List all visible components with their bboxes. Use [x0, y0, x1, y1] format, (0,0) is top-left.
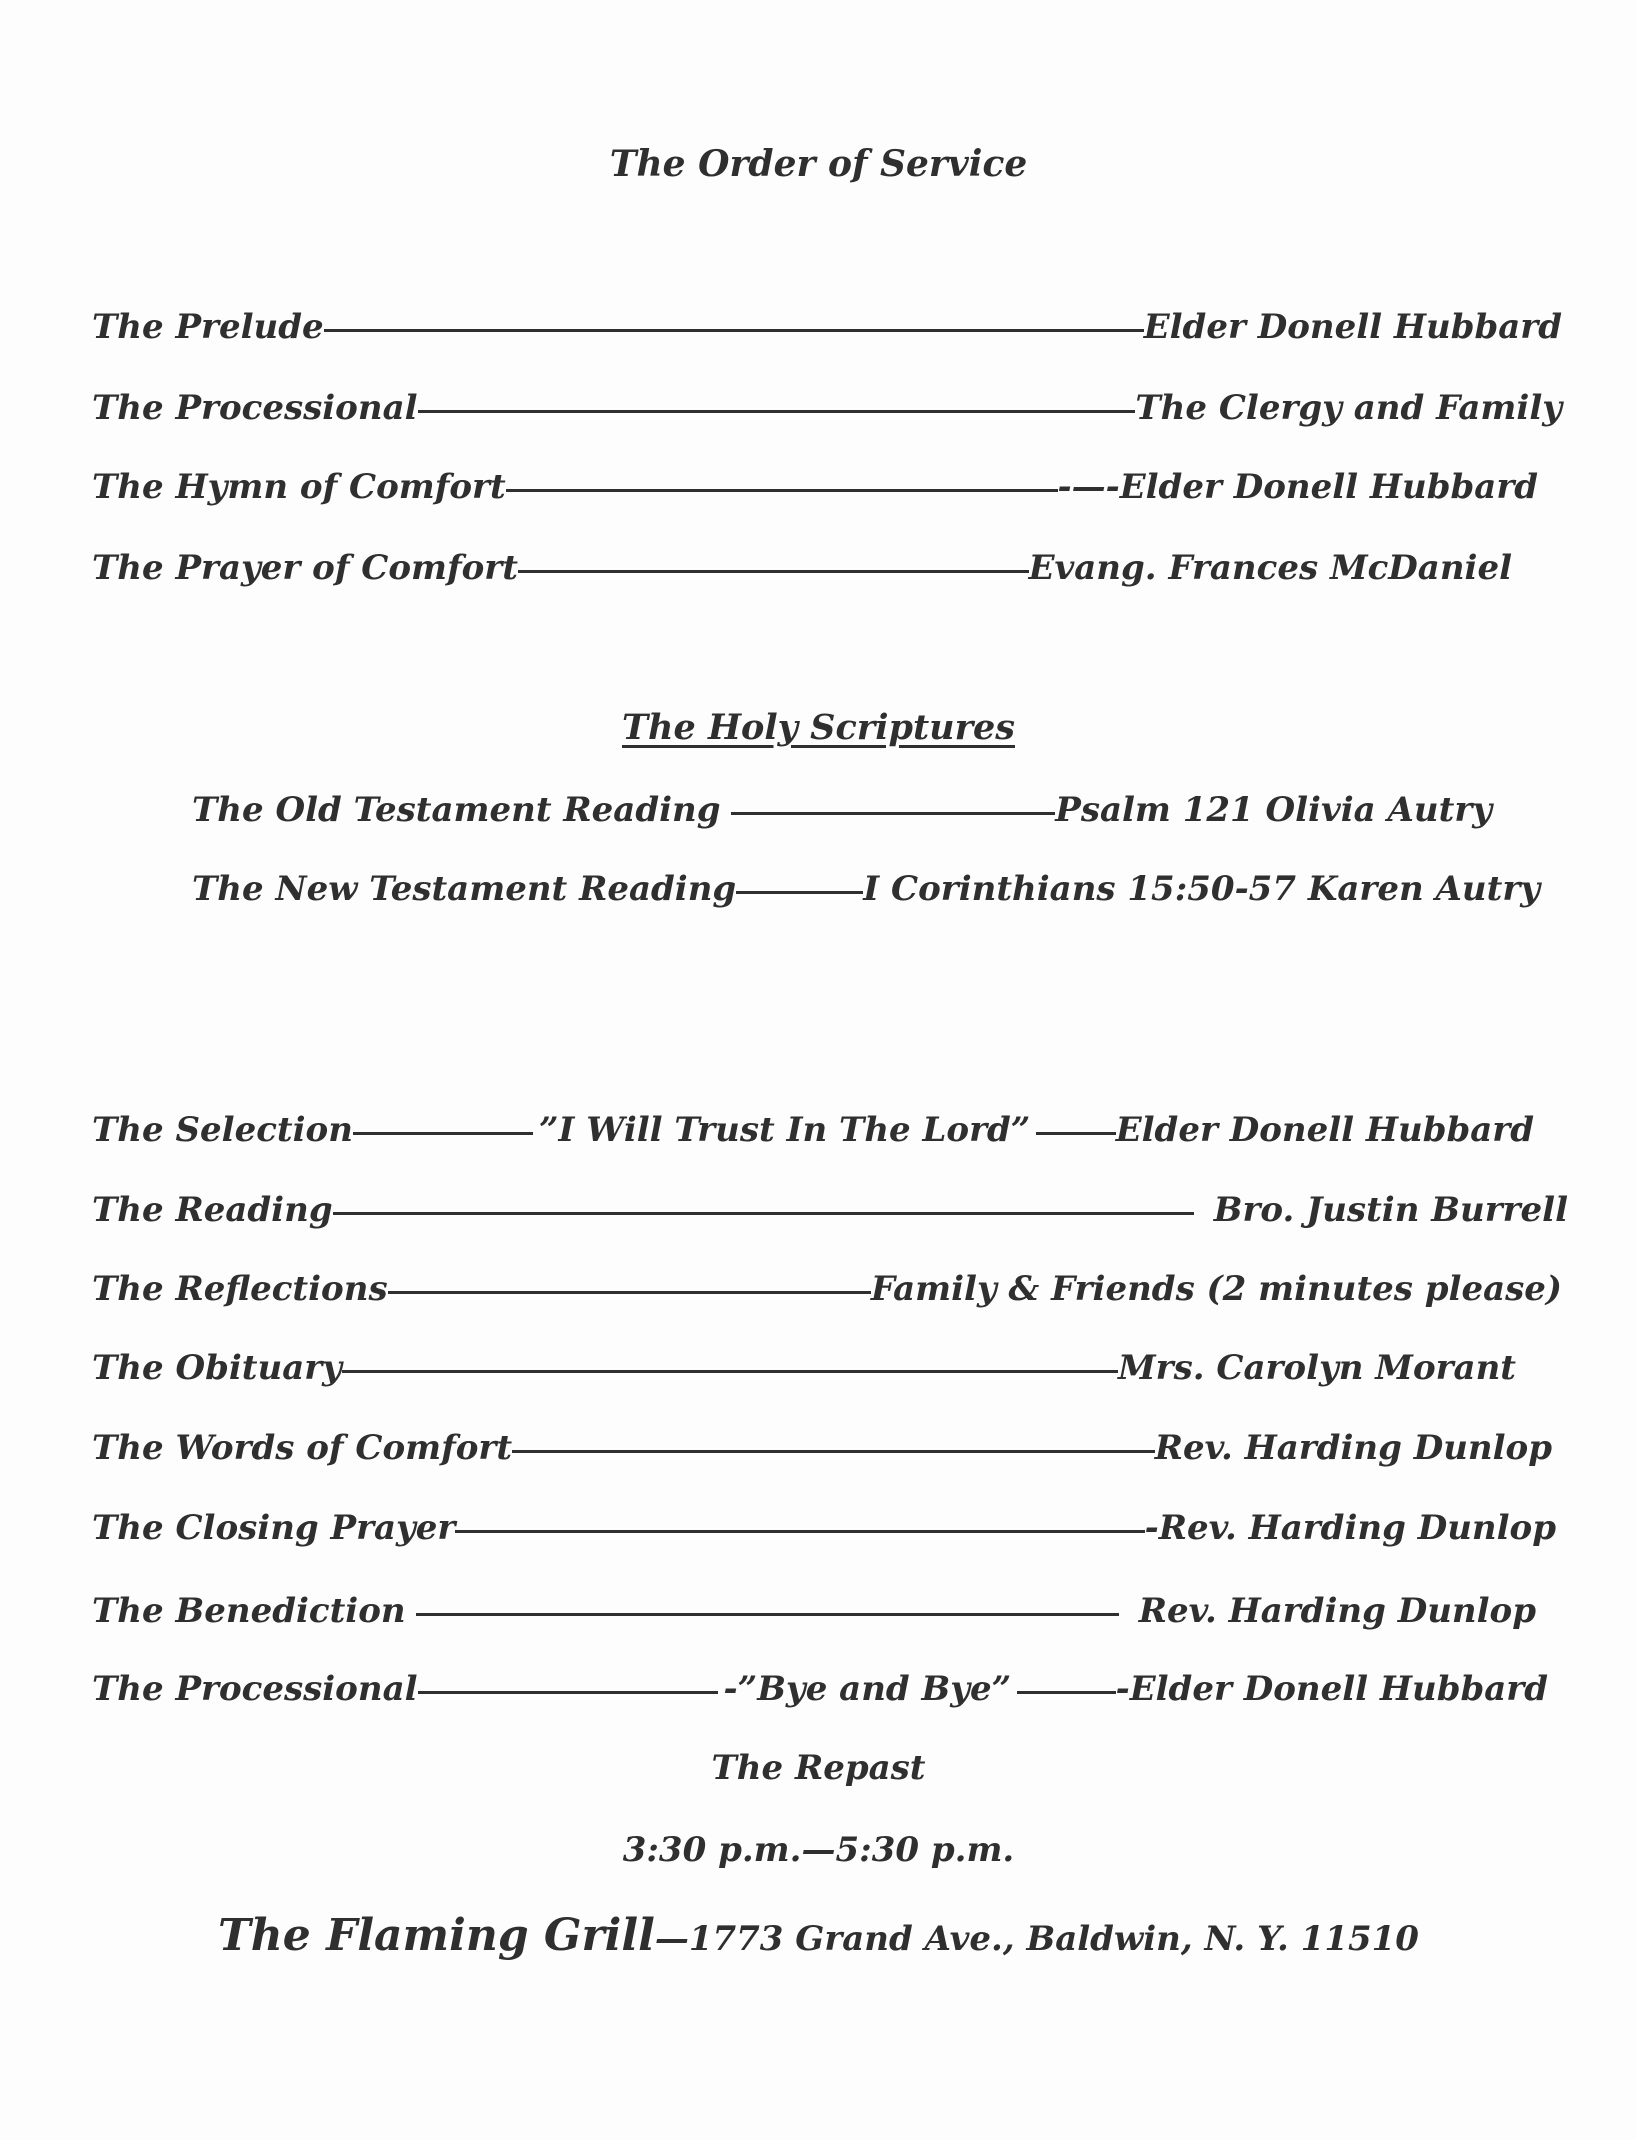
item-participant: Mrs. Carolyn Morant [1118, 1348, 1516, 1388]
item-participant: -Elder Donell Hubbard [1115, 1669, 1548, 1709]
leader-line [353, 1132, 533, 1135]
program-item-obituary [92, 1343, 1516, 1393]
venue-name: The Flaming Grill [218, 1910, 655, 1961]
program-item-words-of-comfort [92, 1423, 1552, 1473]
item-participant: -Rev. Harding Dunlop [1144, 1508, 1556, 1548]
leader-line [731, 812, 1056, 815]
program-item-closing-prayer [92, 1503, 1556, 1553]
item-participant: Elder Donell Hubbard [1115, 1110, 1534, 1150]
item-participant: Family & Friends (2 minutes please) [870, 1269, 1562, 1309]
item-label: The Words of Comfort [92, 1428, 513, 1468]
leader-line [518, 570, 1029, 573]
repast-time: 3:30 p.m.—5:30 p.m. [622, 1830, 1015, 1870]
item-participant: Evang. Frances McDaniel [1028, 548, 1512, 588]
program-item-reflections [92, 1264, 1562, 1314]
item-label: The Benediction [92, 1591, 406, 1631]
leader-line [324, 329, 1144, 332]
page-title: The Order of Service [609, 143, 1028, 185]
leader-line [1017, 1691, 1115, 1694]
song-title: -”Bye and Bye” [723, 1669, 1012, 1709]
item-participant: Elder Donell Hubbard [1143, 307, 1562, 347]
repast-venue [0, 1910, 1637, 1961]
program-item-selection [92, 1105, 1534, 1155]
leader-line [342, 1370, 1118, 1373]
item-label: The Old Testament Reading [192, 790, 721, 830]
item-participant: I Corinthians 15:50-57 Karen Autry [863, 869, 1540, 909]
repast-title: The Repast [711, 1748, 926, 1788]
section-title-scriptures: The Holy Scriptures [622, 707, 1015, 748]
item-label: The New Testament Reading [192, 869, 737, 909]
item-label: The Prayer of Comfort [92, 548, 518, 588]
item-label: The Reading [92, 1190, 333, 1230]
leader-line [418, 1691, 718, 1694]
leader-line [736, 891, 863, 894]
leader-line [506, 489, 1058, 492]
item-label: The Reflections [92, 1269, 388, 1309]
program-item-hymn-of-comfort [92, 462, 1538, 512]
item-label: The Selection [92, 1110, 353, 1150]
item-label: The Closing Prayer [92, 1508, 456, 1548]
program-item-prayer-of-comfort [92, 543, 1512, 593]
leader-line [418, 410, 1136, 413]
item-participant: Psalm 121 Olivia Autry [1055, 790, 1492, 830]
leader-line [1036, 1132, 1115, 1135]
program-item-new-testament [192, 864, 1540, 914]
item-participant: Rev. Harding Dunlop [1138, 1591, 1536, 1631]
leader-line [416, 1613, 1119, 1616]
item-label: The Prelude [92, 307, 324, 347]
leader-line [388, 1291, 871, 1294]
item-participant: -—-Elder Donell Hubbard [1057, 467, 1538, 507]
leader-line [333, 1212, 1194, 1215]
program-item-recessional [92, 1664, 1548, 1714]
item-label: The Processional [92, 388, 418, 428]
venue-address: —1773 Grand Ave., Baldwin, N. Y. 11510 [654, 1919, 1419, 1959]
item-participant: Bro. Justin Burrell [1213, 1190, 1568, 1230]
program-item-benediction [92, 1586, 1536, 1636]
program-item-prelude [92, 302, 1562, 352]
item-label: The Processional [92, 1669, 418, 1709]
program-item-reading [92, 1185, 1568, 1235]
song-title: ”I Will Trust In The Lord” [538, 1110, 1031, 1150]
program-item-processional [92, 383, 1562, 433]
item-participant: The Clergy and Family [1135, 388, 1562, 428]
program-item-old-testament [192, 785, 1492, 835]
item-label: The Obituary [92, 1348, 342, 1388]
leader-line [512, 1450, 1155, 1453]
item-participant: Rev. Harding Dunlop [1154, 1428, 1552, 1468]
item-label: The Hymn of Comfort [92, 467, 506, 507]
leader-line [455, 1530, 1144, 1533]
